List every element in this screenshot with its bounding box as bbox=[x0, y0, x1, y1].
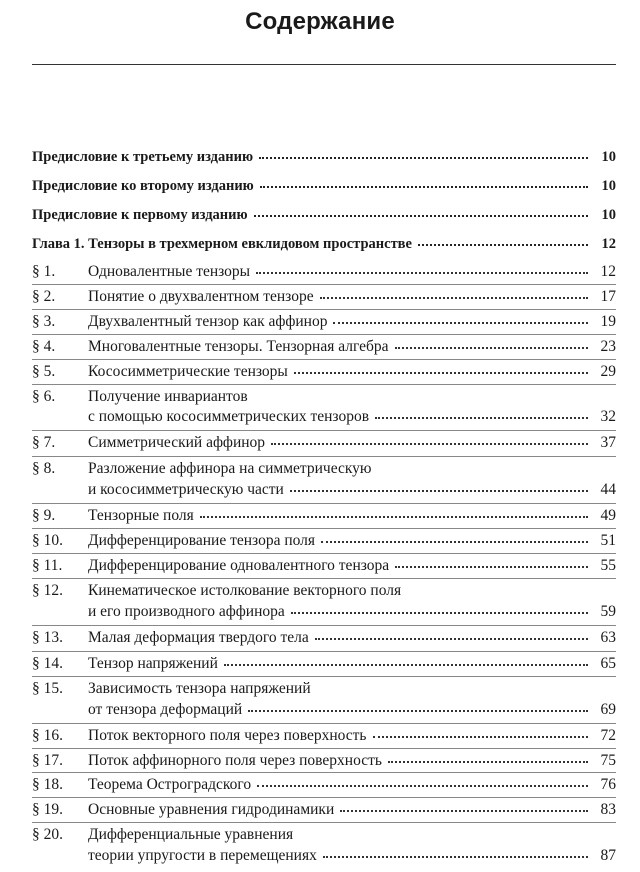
section-number: § 9. bbox=[32, 507, 56, 524]
toc-section-continuation bbox=[88, 480, 616, 500]
toc-section bbox=[32, 726, 616, 746]
section-number: § 18. bbox=[32, 776, 63, 793]
toc-entry-page: 49 bbox=[600, 507, 616, 524]
leader-dots bbox=[321, 541, 588, 543]
toc-entry-page: 10 bbox=[601, 149, 616, 165]
leader-dots bbox=[200, 516, 588, 518]
leader-dots bbox=[375, 417, 588, 419]
toc-entry-title: Предисловие к третьему изданию bbox=[32, 149, 254, 165]
toc-section bbox=[32, 506, 616, 526]
toc-entry-page: 19 bbox=[600, 313, 616, 330]
toc-entry-page: 17 bbox=[600, 288, 616, 305]
leader-dots bbox=[254, 215, 588, 217]
leader-dots bbox=[248, 710, 588, 712]
toc-entry-title: Предисловие к первому изданию bbox=[32, 207, 248, 223]
toc-entry-title: Малая деформация твердого тела bbox=[88, 629, 309, 646]
leader-dots bbox=[418, 244, 588, 246]
toc-entry-title: Дифференцирование одновалентного тензора bbox=[88, 557, 390, 574]
toc-section-continuation bbox=[88, 602, 616, 622]
leader-dots bbox=[256, 272, 588, 274]
toc-entry bbox=[32, 205, 616, 225]
toc-entry-title: Поток аффинорного поля через поверхность bbox=[88, 752, 382, 769]
toc-section bbox=[32, 337, 616, 357]
leader-dots bbox=[320, 297, 588, 299]
toc-entry-title: Разложение аффинора на симметрическую bbox=[88, 460, 372, 477]
toc-entry-title: Предисловие ко второму изданию bbox=[32, 178, 254, 194]
toc-section bbox=[32, 556, 616, 576]
toc-section-continuation bbox=[88, 846, 616, 866]
toc-entry-title: Дифференциальные уравнения bbox=[88, 826, 294, 843]
section-number: § 1. bbox=[32, 263, 56, 280]
leader-dots bbox=[260, 186, 588, 188]
toc-entry-title: Глава 1. Тензоры в трехмерном евклидовом пространстве bbox=[32, 236, 412, 252]
toc-entry-title-line2: с помощью кососимметрических тензоров bbox=[88, 408, 370, 425]
row-separator bbox=[32, 359, 616, 360]
leader-dots bbox=[315, 638, 588, 640]
row-separator bbox=[32, 284, 616, 285]
toc-entry-page: 10 bbox=[601, 178, 616, 194]
row-separator bbox=[32, 309, 616, 310]
toc-entry-page: 55 bbox=[600, 557, 616, 574]
leader-dots bbox=[323, 856, 588, 858]
leader-dots bbox=[224, 664, 588, 666]
leader-dots bbox=[388, 761, 588, 763]
section-number: § 14. bbox=[32, 655, 63, 672]
toc-section bbox=[32, 312, 616, 332]
toc-entry-page: 51 bbox=[600, 532, 616, 549]
page-title: Содержание bbox=[245, 8, 395, 35]
toc-entry-page: 32 bbox=[600, 408, 616, 425]
section-number: § 19. bbox=[32, 801, 63, 818]
toc-entry-title: Многовалентные тензоры. Тензорная алгебра bbox=[88, 338, 389, 355]
toc-entry-page: 59 bbox=[600, 603, 616, 620]
toc-entry-title: Основные уравнения гидродинамики bbox=[88, 801, 335, 818]
toc-section bbox=[32, 387, 616, 407]
section-number: § 12. bbox=[32, 582, 63, 599]
toc-entry-page: 72 bbox=[600, 727, 616, 744]
toc-entry-title: Поток векторного поля через поверхность bbox=[88, 727, 367, 744]
section-number: § 4. bbox=[32, 338, 56, 355]
row-separator bbox=[32, 748, 616, 749]
leader-dots bbox=[333, 322, 588, 324]
section-number: § 8. bbox=[32, 460, 56, 477]
toc-entry-page: 75 bbox=[600, 752, 616, 769]
toc-entry bbox=[32, 176, 616, 196]
section-number: § 15. bbox=[32, 680, 63, 697]
toc-section bbox=[32, 825, 616, 845]
toc-entry bbox=[32, 147, 616, 167]
toc-section bbox=[32, 362, 616, 382]
toc-entry-title: Теорема Остроградского bbox=[88, 776, 252, 793]
leader-dots bbox=[291, 612, 588, 614]
row-separator bbox=[32, 676, 616, 677]
leader-dots bbox=[259, 157, 588, 159]
toc-entry-title: Получение инвариантов bbox=[88, 388, 248, 405]
row-separator bbox=[32, 772, 616, 773]
section-number: § 20. bbox=[32, 826, 63, 843]
toc-entry-page: 63 bbox=[600, 629, 616, 646]
toc-section bbox=[32, 800, 616, 820]
toc-section-continuation bbox=[88, 700, 616, 720]
leader-dots bbox=[271, 443, 588, 445]
leader-dots bbox=[294, 372, 588, 374]
toc-entry-page: 10 bbox=[601, 207, 616, 223]
toc-section bbox=[32, 775, 616, 795]
toc-section bbox=[32, 628, 616, 648]
toc-entry-page: 37 bbox=[600, 434, 616, 451]
title-rule bbox=[32, 64, 616, 65]
toc-entry-title: Двухвалентный тензор как аффинор bbox=[88, 313, 328, 330]
toc-entry-title: Одновалентные тензоры bbox=[88, 263, 251, 280]
toc-entry-page: 12 bbox=[600, 263, 616, 280]
section-number: § 17. bbox=[32, 752, 63, 769]
row-separator bbox=[32, 528, 616, 529]
toc-entry-title-line2: и кососимметрическую части bbox=[88, 481, 284, 498]
toc-entry-title-line2: и его производного аффинора bbox=[88, 603, 285, 620]
toc-entry-page: 87 bbox=[600, 847, 616, 864]
toc-entry-title: Зависимость тензора напряжений bbox=[88, 680, 311, 697]
row-separator bbox=[32, 651, 616, 652]
toc-entry-title-line2: теории упругости в перемещениях bbox=[88, 847, 317, 864]
toc-entry-title: Тензорные поля bbox=[88, 507, 194, 524]
leader-dots bbox=[257, 785, 588, 787]
leader-dots bbox=[290, 490, 588, 492]
row-separator bbox=[32, 723, 616, 724]
leader-dots bbox=[395, 566, 588, 568]
toc-entry-title: Симметрический аффинор bbox=[88, 434, 266, 451]
toc-entry-page: 12 bbox=[601, 236, 616, 252]
toc-section bbox=[32, 581, 616, 601]
row-separator bbox=[32, 625, 616, 626]
section-number: § 11. bbox=[32, 557, 63, 574]
section-number: § 5. bbox=[32, 363, 56, 380]
toc-entry-title-line2: от тензора деформаций bbox=[88, 701, 243, 718]
row-separator bbox=[32, 456, 616, 457]
row-separator bbox=[32, 797, 616, 798]
toc-entry-title: Кинематическое истолкование векторного поля bbox=[88, 582, 402, 599]
toc-entry-page: 29 bbox=[600, 363, 616, 380]
toc-entry-title: Кососимметрические тензоры bbox=[88, 363, 288, 380]
toc-entry-page: 76 bbox=[600, 776, 616, 793]
toc-section-continuation bbox=[88, 407, 616, 427]
toc-entry-page: 83 bbox=[600, 801, 616, 818]
leader-dots bbox=[340, 810, 588, 812]
toc-section bbox=[32, 751, 616, 771]
row-separator bbox=[32, 430, 616, 431]
toc-section bbox=[32, 262, 616, 282]
row-separator bbox=[32, 822, 616, 823]
section-number: § 2. bbox=[32, 288, 56, 305]
section-number: § 13. bbox=[32, 629, 63, 646]
toc-section bbox=[32, 287, 616, 307]
row-separator bbox=[32, 334, 616, 335]
section-number: § 6. bbox=[32, 388, 56, 405]
section-number: § 3. bbox=[32, 313, 56, 330]
toc-section bbox=[32, 433, 616, 453]
toc-entry-page: 23 bbox=[600, 338, 616, 355]
toc-section bbox=[32, 459, 616, 479]
toc-entry-page: 69 bbox=[600, 701, 616, 718]
section-number: § 10. bbox=[32, 532, 63, 549]
toc-entry-title: Дифференцирование тензора поля bbox=[88, 532, 316, 549]
toc-section bbox=[32, 654, 616, 674]
section-number: § 7. bbox=[32, 434, 56, 451]
toc-section bbox=[32, 679, 616, 699]
toc-entry-page: 65 bbox=[600, 655, 616, 672]
toc-chapter bbox=[32, 234, 616, 254]
leader-dots bbox=[373, 736, 589, 738]
toc-section bbox=[32, 531, 616, 551]
leader-dots bbox=[395, 347, 588, 349]
toc-entry-title: Тензор напряжений bbox=[88, 655, 218, 672]
row-separator bbox=[32, 503, 616, 504]
row-separator bbox=[32, 578, 616, 579]
row-separator bbox=[32, 384, 616, 385]
toc-entry-title: Понятие о двухвалентном тензоре bbox=[88, 288, 314, 305]
toc-entry-page: 44 bbox=[600, 481, 616, 498]
section-number: § 16. bbox=[32, 727, 63, 744]
row-separator bbox=[32, 553, 616, 554]
